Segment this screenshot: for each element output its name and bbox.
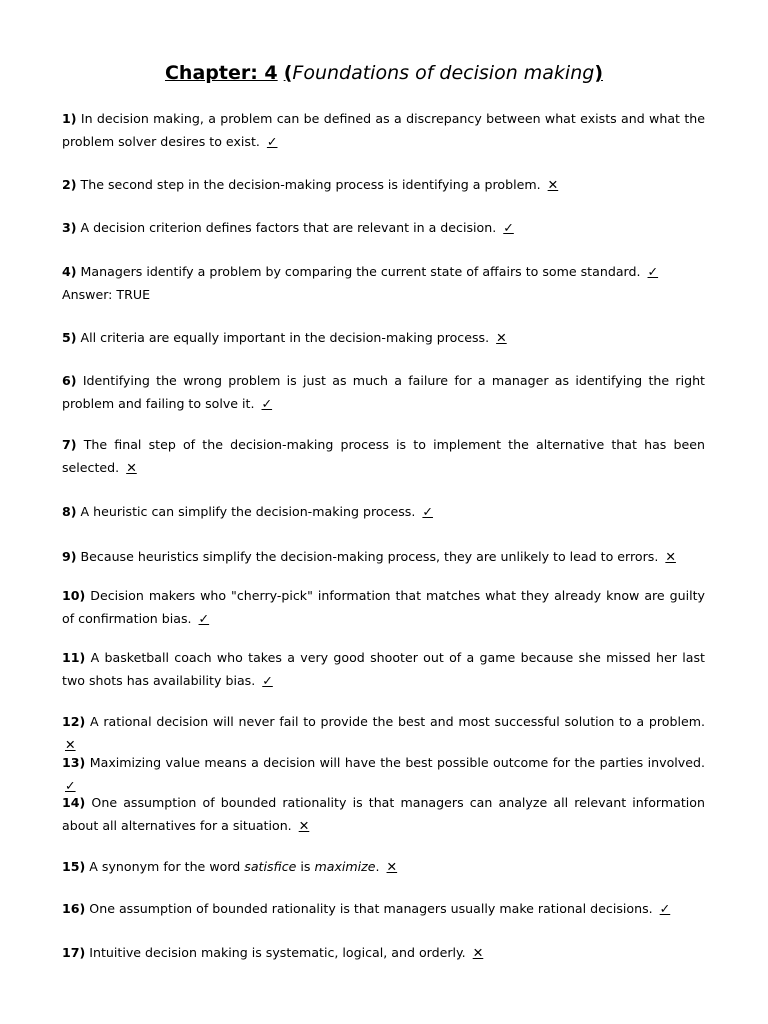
question-6 xyxy=(62,369,705,415)
check-mark-icon: ✓ xyxy=(65,778,76,793)
question-14 xyxy=(62,791,705,837)
question-16 xyxy=(62,897,705,920)
question-text: Intuitive decision making is systematic, logical, and orderly. xyxy=(89,945,466,960)
cross-mark-icon: ✕ xyxy=(65,737,76,752)
check-mark-icon: ✓ xyxy=(262,673,273,688)
question-text: A heuristic can simplify the decision-making process. xyxy=(80,504,416,519)
check-mark-icon: ✓ xyxy=(266,134,278,149)
question-number: 17) xyxy=(62,945,86,960)
check-mark-icon: ✓ xyxy=(422,504,433,519)
italic-word-satisfice: satisfice xyxy=(244,859,297,874)
cross-mark-icon: ✕ xyxy=(665,549,676,564)
question-text: Identifying the wrong problem is just as much a failure for a manager as identifying the right problem and failing to solve it. xyxy=(62,373,705,411)
check-mark-icon: ✓ xyxy=(503,220,514,235)
answer-line: Answer: TRUE xyxy=(62,287,151,302)
cross-mark-icon: ✕ xyxy=(496,330,507,345)
cross-mark-icon: ✕ xyxy=(547,177,559,192)
question-2 xyxy=(62,173,705,196)
question-9 xyxy=(62,545,705,568)
question-text: The final step of the decision-making process is to implement the alternative that has been selected. xyxy=(62,437,705,475)
italic-word-maximize: maximize xyxy=(314,859,376,874)
question-number: 16) xyxy=(62,901,86,916)
check-mark-icon: ✓ xyxy=(659,901,671,916)
question-text: A rational decision will never fail to provide the best and most successful solution to a problem. xyxy=(90,714,705,729)
check-mark-icon: ✓ xyxy=(261,396,273,411)
question-number: 13) xyxy=(62,755,86,770)
question-number: 9) xyxy=(62,549,77,564)
question-text: Maximizing value means a decision will have the best possible outcome for the parties involved. xyxy=(89,755,705,770)
question-number: 5) xyxy=(62,330,77,345)
question-number: 8) xyxy=(62,504,77,519)
question-11 xyxy=(62,646,705,692)
question-text: Because heuristics simplify the decision-making process, they are unlikely to lead to errors. xyxy=(80,549,659,564)
check-mark-icon: ✓ xyxy=(198,611,210,626)
question-7 xyxy=(62,433,705,479)
cross-mark-icon: ✕ xyxy=(472,945,484,960)
cross-mark-icon: ✕ xyxy=(298,818,310,833)
question-text: One assumption of bounded rationality is that managers can analyze all relevant information about all alternatives for a situation. xyxy=(62,795,705,833)
question-text-middle: is xyxy=(296,859,315,874)
question-number: 12) xyxy=(62,714,86,729)
question-text: All criteria are equally important in the decision-making process. xyxy=(80,330,490,345)
question-number: 6) xyxy=(62,373,77,388)
question-10 xyxy=(62,584,705,630)
question-text: Managers identify a problem by comparing the current state of affairs to some standard. xyxy=(80,264,641,279)
question-1 xyxy=(62,107,705,153)
question-number: 4) xyxy=(62,264,77,279)
question-15 xyxy=(62,855,705,878)
question-text: A basketball coach who takes a very good shooter out of a game because she missed her last two shots has availability bias. xyxy=(62,650,705,688)
question-text: In decision making, a problem can be defined as a discrepancy between what exists and what the problem solver desires to exist. xyxy=(62,111,705,149)
title-open-paren: ( xyxy=(283,62,293,84)
question-number: 3) xyxy=(62,220,77,235)
question-text: Decision makers who "cherry-pick" information that matches what they already know are guilty of confirmation bias. xyxy=(62,588,705,626)
question-number: 7) xyxy=(62,437,77,452)
cross-mark-icon: ✕ xyxy=(386,859,398,874)
question-17 xyxy=(62,941,705,964)
question-4 xyxy=(62,260,705,306)
question-3 xyxy=(62,216,705,239)
question-number: 15) xyxy=(62,859,86,874)
question-number: 11) xyxy=(62,650,86,665)
question-text: One assumption of bounded rationality is that managers usually make rational decisions. xyxy=(89,901,653,916)
question-12 xyxy=(62,710,705,756)
question-number: 10) xyxy=(62,588,86,603)
cross-mark-icon: ✕ xyxy=(126,460,137,475)
question-text-after: . xyxy=(375,859,380,874)
question-8 xyxy=(62,500,705,523)
question-number: 1) xyxy=(62,111,77,126)
question-5 xyxy=(62,326,705,349)
chapter-label: Chapter: 4 xyxy=(164,62,278,84)
question-number: 14) xyxy=(62,795,86,810)
question-text: A decision criterion defines factors that are relevant in a decision. xyxy=(80,220,497,235)
title-close-paren: ) xyxy=(594,62,603,84)
check-mark-icon: ✓ xyxy=(647,264,659,279)
chapter-title xyxy=(0,60,768,86)
chapter-subject: Foundations of decision making xyxy=(292,62,595,84)
question-text: The second step in the decision-making process is identifying a problem. xyxy=(80,177,541,192)
question-text-before: A synonym for the word xyxy=(89,859,245,874)
question-number: 2) xyxy=(62,177,77,192)
